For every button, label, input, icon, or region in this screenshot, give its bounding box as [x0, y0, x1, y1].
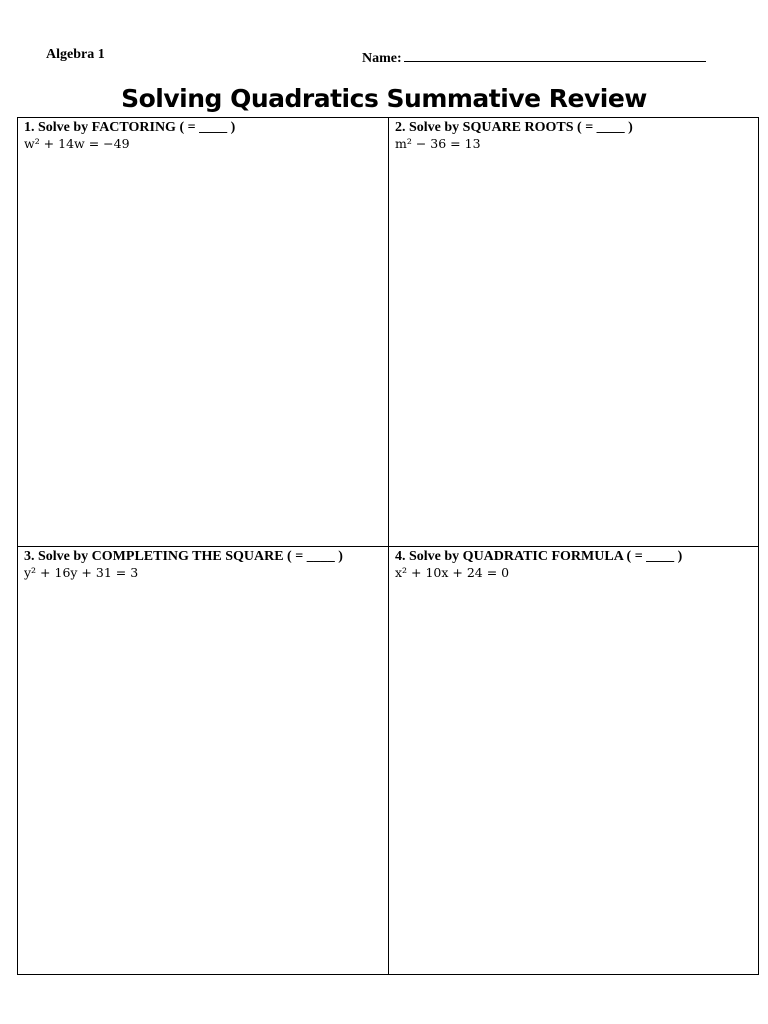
- problem-2-box: [389, 118, 758, 547]
- problem-2-instruction: 2. Solve by SQUARE ROOTS ( = ____ ): [395, 120, 633, 135]
- problem-3-box: [18, 547, 389, 974]
- course-label: Algebra 1: [46, 47, 105, 62]
- problem-1-box: [18, 118, 389, 547]
- problem-3-instruction: 3. Solve by COMPLETING THE SQUARE ( = ____ ): [24, 549, 343, 564]
- name-label: Name:: [362, 51, 402, 66]
- problem-grid: [17, 117, 759, 975]
- page-title: Solving Quadratics Summative Review: [121, 84, 647, 113]
- problem-2-equation: m² − 36 = 13: [395, 136, 481, 151]
- name-field: [362, 47, 706, 67]
- problem-4-equation: x² + 10x + 24 = 0: [395, 565, 510, 580]
- problem-1-instruction: 1. Solve by FACTORING ( = ____ ): [24, 120, 236, 135]
- name-blank-line: [404, 47, 706, 62]
- problem-4-box: [389, 547, 758, 974]
- problem-3-equation: y² + 16y + 31 = 3: [24, 565, 139, 580]
- problem-1-equation: w² + 14w = −49: [24, 136, 130, 151]
- problem-4-instruction: 4. Solve by QUADRATIC FORMULA ( = ____ ): [395, 549, 683, 564]
